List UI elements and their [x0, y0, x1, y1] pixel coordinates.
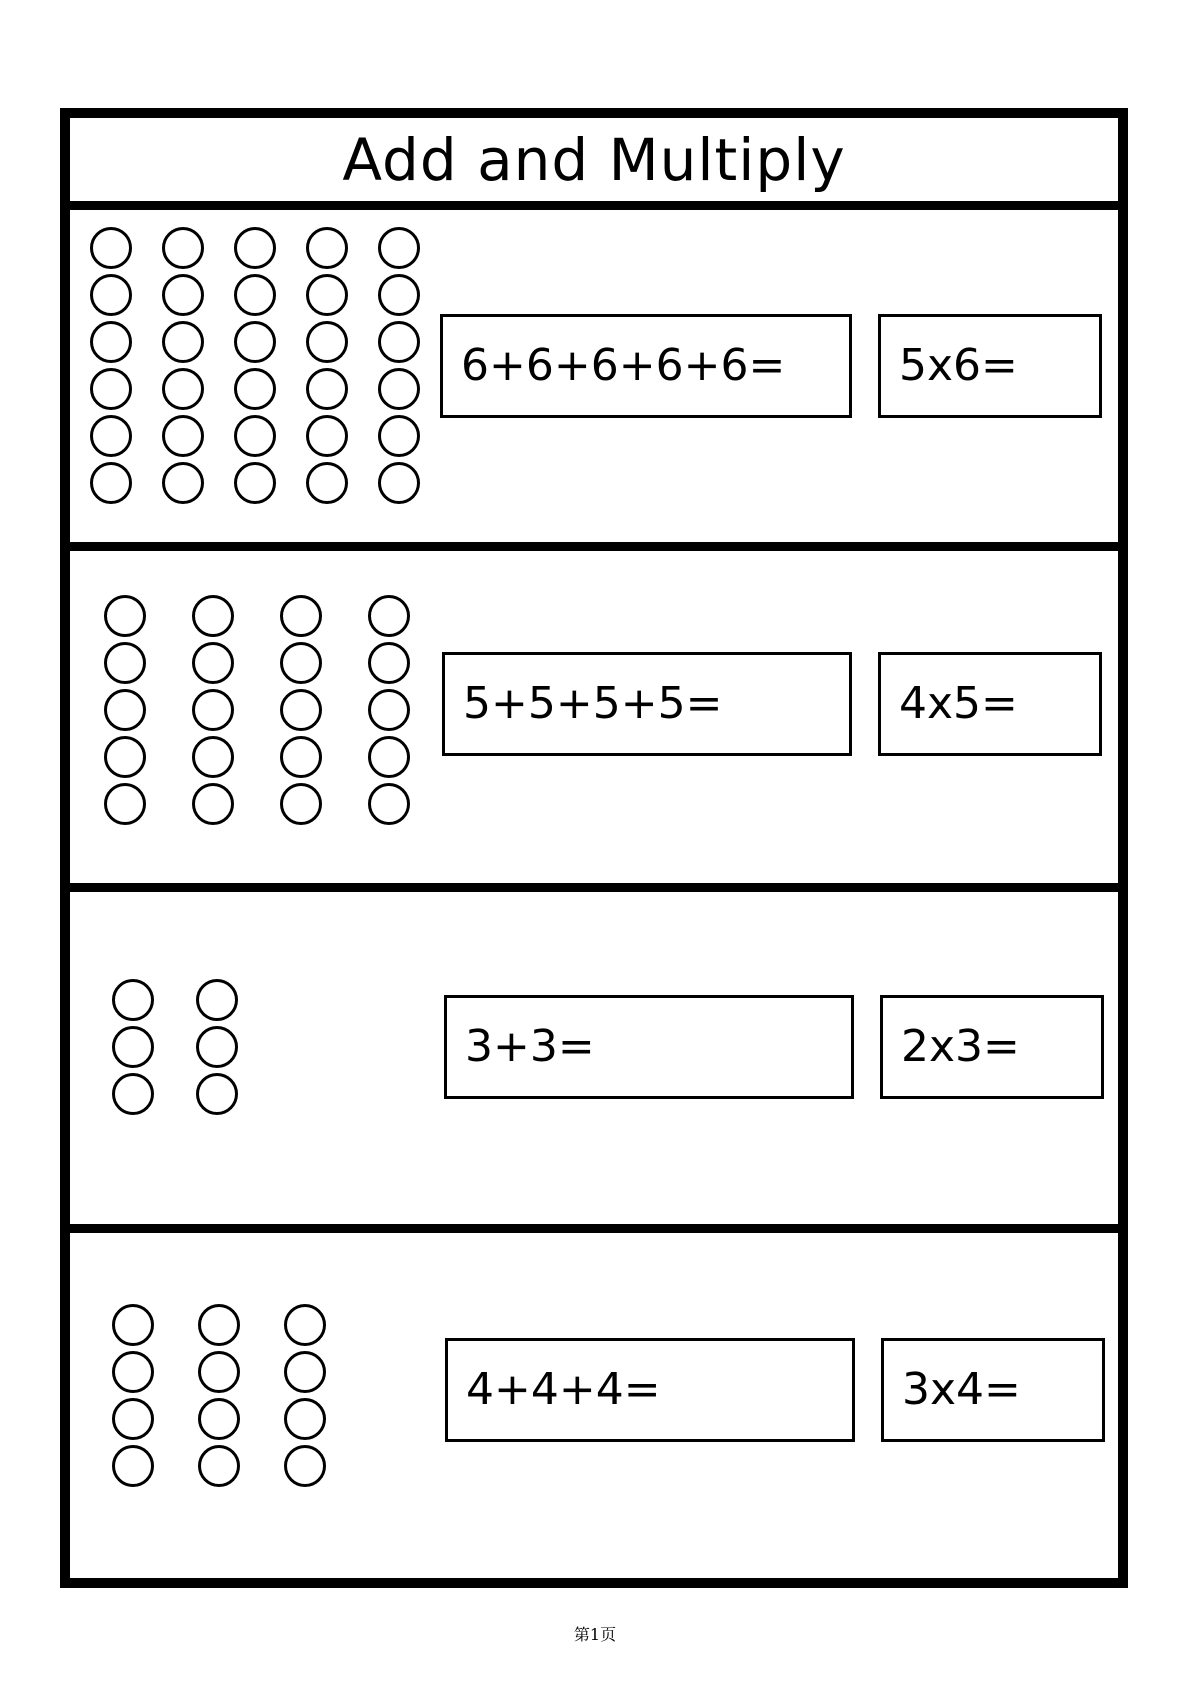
counter-circle [104, 689, 146, 731]
counter-circle [196, 979, 238, 1021]
counter-circle [192, 689, 234, 731]
counter-circle [378, 274, 420, 316]
problem-row-1 [70, 210, 1118, 551]
counter-circle [198, 1445, 240, 1487]
counter-circle [234, 274, 276, 316]
title-bar [70, 118, 1118, 210]
counter-circle [104, 736, 146, 778]
counter-circle [280, 689, 322, 731]
multiplication-box-2: 4x5= [878, 652, 1102, 756]
counter-circle [162, 321, 204, 363]
counter-circle [162, 368, 204, 410]
addition-box-1: 6+6+6+6+6= [440, 314, 852, 418]
counter-circle [90, 274, 132, 316]
worksheet-frame [60, 108, 1128, 1588]
counter-circle [90, 462, 132, 504]
counter-circle [284, 1398, 326, 1440]
counter-circle [162, 415, 204, 457]
counter-circle [234, 462, 276, 504]
counter-circle [192, 642, 234, 684]
counter-circle [198, 1398, 240, 1440]
counter-circle [284, 1304, 326, 1346]
counter-circle [306, 462, 348, 504]
problem-row-2 [70, 551, 1118, 892]
counter-circle [280, 736, 322, 778]
counter-circle [378, 368, 420, 410]
counter-circle [196, 1073, 238, 1115]
counter-circle [368, 783, 410, 825]
dot-array-2 [70, 551, 430, 883]
counter-circle [306, 368, 348, 410]
counter-circle [112, 979, 154, 1021]
counter-circle [104, 595, 146, 637]
counter-circle [378, 321, 420, 363]
problem-row-4 [70, 1233, 1118, 1574]
counter-circle [368, 642, 410, 684]
counter-circle [306, 321, 348, 363]
counter-circle [234, 368, 276, 410]
counter-circle [90, 368, 132, 410]
counter-circle [368, 689, 410, 731]
addition-box-3: 3+3= [444, 995, 854, 1099]
counter-circle [196, 1026, 238, 1068]
counter-circle [112, 1073, 154, 1115]
counter-circle [280, 642, 322, 684]
counter-circle [306, 274, 348, 316]
counter-circle [284, 1351, 326, 1393]
counter-circle [368, 736, 410, 778]
addition-box-2: 5+5+5+5= [442, 652, 852, 756]
counter-circle [162, 274, 204, 316]
dot-array-3 [70, 892, 430, 1224]
counter-circle [234, 321, 276, 363]
dot-array-4 [70, 1233, 430, 1574]
counter-circle [162, 462, 204, 504]
dot-array-1 [70, 210, 430, 542]
counter-circle [90, 321, 132, 363]
counter-circle [306, 227, 348, 269]
counter-circle [234, 227, 276, 269]
counter-circle [192, 595, 234, 637]
counter-circle [280, 783, 322, 825]
counter-circle [112, 1026, 154, 1068]
counter-circle [198, 1304, 240, 1346]
multiplication-box-3: 2x3= [880, 995, 1104, 1099]
counter-circle [162, 227, 204, 269]
counter-circle [112, 1304, 154, 1346]
counter-circle [104, 783, 146, 825]
multiplication-box-4: 3x4= [881, 1338, 1105, 1442]
worksheet-title: Add and Multiply [342, 125, 846, 194]
counter-circle [378, 227, 420, 269]
counter-circle [112, 1445, 154, 1487]
counter-circle [198, 1351, 240, 1393]
counter-circle [90, 227, 132, 269]
counter-circle [112, 1398, 154, 1440]
counter-circle [378, 462, 420, 504]
counter-circle [378, 415, 420, 457]
counter-circle [192, 736, 234, 778]
counter-circle [306, 415, 348, 457]
multiplication-box-1: 5x6= [878, 314, 1102, 418]
counter-circle [90, 415, 132, 457]
problem-row-3 [70, 892, 1118, 1233]
page-number: 第1页 [573, 1625, 617, 1644]
counter-circle [104, 642, 146, 684]
addition-box-4: 4+4+4= [445, 1338, 855, 1442]
counter-circle [192, 783, 234, 825]
counter-circle [284, 1445, 326, 1487]
counter-circle [234, 415, 276, 457]
counter-circle [368, 595, 410, 637]
counter-circle [112, 1351, 154, 1393]
counter-circle [280, 595, 322, 637]
